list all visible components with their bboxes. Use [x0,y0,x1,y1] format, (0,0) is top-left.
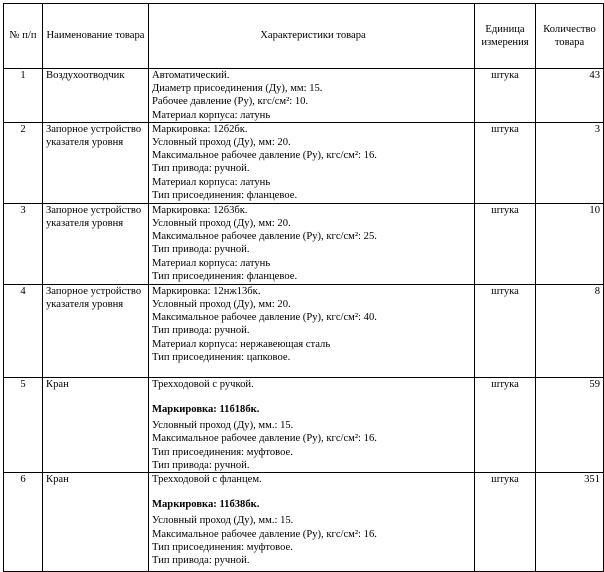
quantity-cell: 8 [536,284,604,377]
quantity-cell: 59 [536,377,604,472]
table-row [4,473,604,572]
row-number-cell: 4 [4,284,43,377]
spec-line: Тип присоединения: муфтовое. [152,446,293,458]
product-spec-cell [149,473,475,572]
spec-line: Максимальное рабочее давление (Ру), кгс/см²: 16. [152,433,377,445]
product-spec-cell [149,203,475,284]
spec-line: Условный проход (Ду), мм: 20. [152,218,291,230]
row-number-cell: 1 [4,69,43,123]
spec-line: Материал корпуса: латунь [152,257,271,269]
spec-line: Тип привода: ручной. [152,555,250,567]
header-qty: Количество товара [536,4,604,69]
quantity-cell: 10 [536,203,604,284]
spec-line: Рабочее давление (Ру), кгс/см²: 10. [152,96,309,108]
spec-line: Тип привода: ручной. [152,244,250,256]
spec-line: Тип привода: ручной. [152,325,250,337]
quantity-cell: 43 [536,69,604,123]
header-spec: Характеристики товара [149,4,475,69]
goods-table-page [3,3,604,572]
table-row [4,122,604,203]
table-row [4,69,604,123]
spec-line: Трехходовой с фланцем. [152,474,262,486]
unit-cell: штука [475,122,536,203]
spec-line: Условный проход (Ду), мм.: 15. [152,420,294,432]
spec-line: Тип привода: ручной. [152,163,250,175]
table-body [4,69,604,572]
spec-line: Максимальное рабочее давление (Ру), кгс/см²: 25. [152,231,377,243]
unit-cell: штука [475,203,536,284]
spec-marking-line: Маркировка: 11б18бк. [152,404,260,416]
product-spec-cell [149,122,475,203]
header-num: № п/п [4,4,43,69]
header-unit: Единица измерения [475,4,536,69]
spec-line: Тип присоединения: фланцевое. [152,270,298,282]
row-number-cell: 6 [4,473,43,572]
goods-table [3,3,604,572]
table-row [4,203,604,284]
spec-line: Маркировка: 12б2бк. [152,123,248,135]
header-name: Наименование товара [43,4,149,69]
spec-line: Автоматический. [152,70,230,81]
unit-cell: штука [475,377,536,472]
product-name-cell: Запорное устройство указателя уровня [43,203,149,284]
spec-line: Условный проход (Ду), мм.: 15. [152,515,294,527]
spec-line: Тип присоединения: муфтовое. [152,541,293,553]
product-name-cell: Кран [43,473,149,572]
spec-line: Материал корпуса: латунь [152,109,271,121]
spec-line: Максимальное рабочее давление (Ру), кгс/см²: 16. [152,528,377,540]
spec-marking-line: Маркировка: 11б38бк. [152,499,260,511]
product-name-cell: Запорное устройство указателя уровня [43,284,149,377]
spec-line: Диаметр присоединения (Ду), мм: 15. [152,83,323,95]
spec-line: Тип присоединения: цапковое. [152,351,291,363]
spec-line: Маркировка: 12нж13бк. [152,285,261,297]
spec-line: Материал корпуса: латунь [152,176,271,188]
row-number-cell: 2 [4,122,43,203]
product-name-cell: Кран [43,377,149,472]
product-name-cell: Воздухоотводчик [43,69,149,123]
table-row [4,284,604,377]
spec-line: Максимальное рабочее давление (Ру), кгс/см²: 40. [152,312,377,324]
table-row [4,377,604,472]
unit-cell: штука [475,473,536,572]
row-number-cell: 5 [4,377,43,472]
spec-line: Трехходовой с ручкой. [152,378,254,390]
spec-line: Материал корпуса: нержавеющая сталь [152,338,331,350]
row-number-cell: 3 [4,203,43,284]
product-spec-cell [149,69,475,123]
product-spec-cell [149,284,475,377]
spec-line: Максимальное рабочее давление (Ру), кгс/см²: 16. [152,150,377,162]
spec-line: Тип присоединения: фланцевое. [152,189,298,201]
spec-line: Маркировка: 12б3бк. [152,204,248,216]
quantity-cell: 351 [536,473,604,572]
unit-cell: штука [475,284,536,377]
table-header-row [4,4,604,69]
product-name-cell: Запорное устройство указателя уровня [43,122,149,203]
spec-line: Условный проход (Ду), мм: 20. [152,137,291,149]
quantity-cell: 3 [536,122,604,203]
unit-cell: штука [475,69,536,123]
product-spec-cell [149,377,475,472]
spec-line: Условный проход (Ду), мм: 20. [152,299,291,311]
spec-line: Тип привода: ручной. [152,459,250,471]
